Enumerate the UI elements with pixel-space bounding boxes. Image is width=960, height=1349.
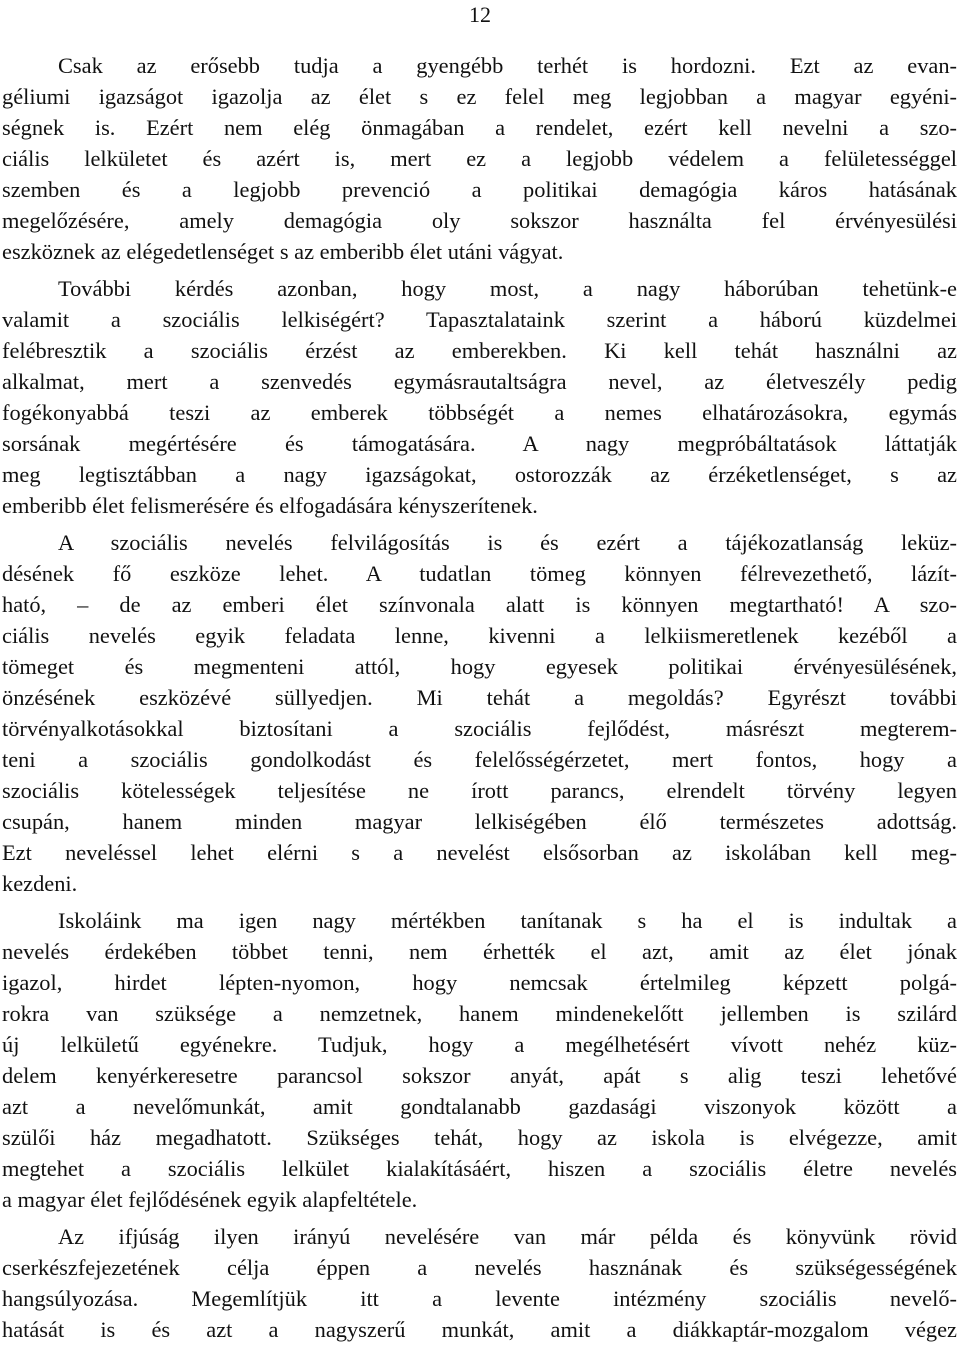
- text-line: ciális lelkületet és azért is, mert ez a legjobb védelem a felületességgel: [2, 146, 957, 171]
- text-line: Csak az erősebb tudja a gyengébb terhét is hordozni. Ezt az evan-: [58, 53, 957, 78]
- text-line: rokra van szüksége a nemzetnek, hanem mindenekelőtt jellemben is szilárd: [2, 1001, 957, 1026]
- text-line: tömeget és megmenteni attól, hogy egyesek politikai érvényesülésének,: [2, 654, 957, 679]
- text-line: a magyar élet fejlődésének egyik alapfeltétele.: [2, 1187, 418, 1212]
- text-line: valamit a szociális lelkiségért? Tapasztalataink szerint a háború küzdelmei: [2, 307, 957, 332]
- paragraph: [2, 273, 957, 521]
- text-line: Iskoláink ma igen nagy mértékben tanítanak s ha el is indultak a: [58, 908, 957, 933]
- text-line: alkalmat, mert a szenvedés egymásrautaltságra nevel, az életveszély pedig: [2, 369, 957, 394]
- text-line: hatását is és azt a nagyszerű munkát, amit a diákkaptár-mozgalom végez: [2, 1317, 957, 1342]
- text-line: Az ifjúság ilyen irányú nevelésére van már példa és könyvünk rövid: [58, 1224, 957, 1249]
- text-line: azt a nevelőmunkát, amit gondtalanabb gazdasági viszonyok között a: [2, 1094, 957, 1119]
- text-line: teni a szociális gondolkodást és felelősségérzetet, mert fontos, hogy a: [2, 747, 957, 772]
- text-line: eszköznek az elégedetlenséget s az emberibb élet utáni vágyat.: [2, 239, 564, 264]
- body-text: [2, 50, 957, 1345]
- text-line: önzésének eszközévé süllyedjen. Mi tehát a megoldás? Egyrészt további: [2, 685, 957, 710]
- text-line: hangsúlyozása. Megemlítjük itt a levente intézmény szociális nevelő-: [2, 1286, 957, 1311]
- text-line: megtehet a szociális lelkület kialakításáért, hiszen a szociális életre nevelés: [2, 1156, 957, 1181]
- text-line: sorsának megértésére és támogatására. A nagy megpróbáltatások láttatják: [2, 431, 957, 456]
- text-line: törvényalkotásokkal biztosítani a szociális fejlődést, másrészt megterem-: [2, 716, 957, 741]
- text-line: A szociális nevelés felvilágosítás is és ezért a tájékozatlanság leküz-: [58, 530, 957, 555]
- text-line: ciális nevelés egyik feladata lenne, kivenni a lelkiismeretlenek kezéből a: [2, 623, 957, 648]
- text-line: meg legtisztábban a nagy igazságokat, ostorozzák az érzéketlenséget, s az: [2, 462, 957, 487]
- text-line: delem kenyérkeresetre parancsol sokszor anyát, apát s alig teszi lehetővé: [2, 1063, 957, 1088]
- text-line: Ezt neveléssel lehet elérni s a nevelést elsősorban az iskolában kell meg-: [2, 840, 957, 865]
- text-line: ségnek is. Ezért nem elég önmagában a rendelet, ezért kell nevelni a szo-: [2, 115, 957, 140]
- paragraph: [2, 50, 957, 267]
- text-line: emberibb élet felismerésére és elfogadására kényszerítenek.: [2, 493, 538, 518]
- text-line: géliumi igazságot igazolja az élet s ez felel meg legjobban a magyar egyéni-: [2, 84, 957, 109]
- paragraph: [2, 905, 957, 1215]
- text-line: új lelkületű egyénekre. Tudjuk, hogy a megélhetésért vívott nehéz küz-: [2, 1032, 957, 1057]
- text-line: ható, – de az emberi élet színvonala alatt is könnyen megtartható! A szo-: [2, 592, 957, 617]
- text-line: felébresztik a szociális érzést az emberekben. Ki kell tehát használni az: [2, 338, 957, 363]
- text-line: szociális kötelességek teljesítése ne írott parancs, elrendelt törvény legyen: [2, 778, 957, 803]
- text-line: nevelés érdekében többet tenni, nem érhették el azt, amit az élet jónak: [2, 939, 957, 964]
- page-number: 12: [469, 2, 491, 27]
- text-line: désének fő eszköze lehet. A tudatlan tömeg könnyen félrevezethető, lázít-: [2, 561, 957, 586]
- text-line: szemben és a legjobb prevenció a politikai demagógia káros hatásának: [2, 177, 957, 202]
- text-line: További kérdés azonban, hogy most, a nagy háborúban tehetünk-e: [58, 276, 957, 301]
- text-line: fogékonyabbá teszi az emberek többségét a nemes elhatározásokra, egymás: [2, 400, 957, 425]
- text-line: megelőzésére, amely demagógia oly sokszor használta fel érvényesülési: [2, 208, 957, 233]
- text-line: cserkészfejezetének célja éppen a nevelés hasznának és szükségességének: [2, 1255, 957, 1280]
- text-line: igazol, hirdet lépten-nyomon, hogy nemcsak értelmileg képzett polgá-: [2, 970, 957, 995]
- paragraph: [2, 1221, 957, 1345]
- text-line: szülői ház megadhatott. Szükséges tehát, hogy az iskola is elvégezze, amit: [2, 1125, 957, 1150]
- text-line: csupán, hanem minden magyar lelkiségében élő természetes adottság.: [2, 809, 957, 834]
- paragraph: [2, 527, 957, 899]
- text-line: kezdeni.: [2, 871, 78, 896]
